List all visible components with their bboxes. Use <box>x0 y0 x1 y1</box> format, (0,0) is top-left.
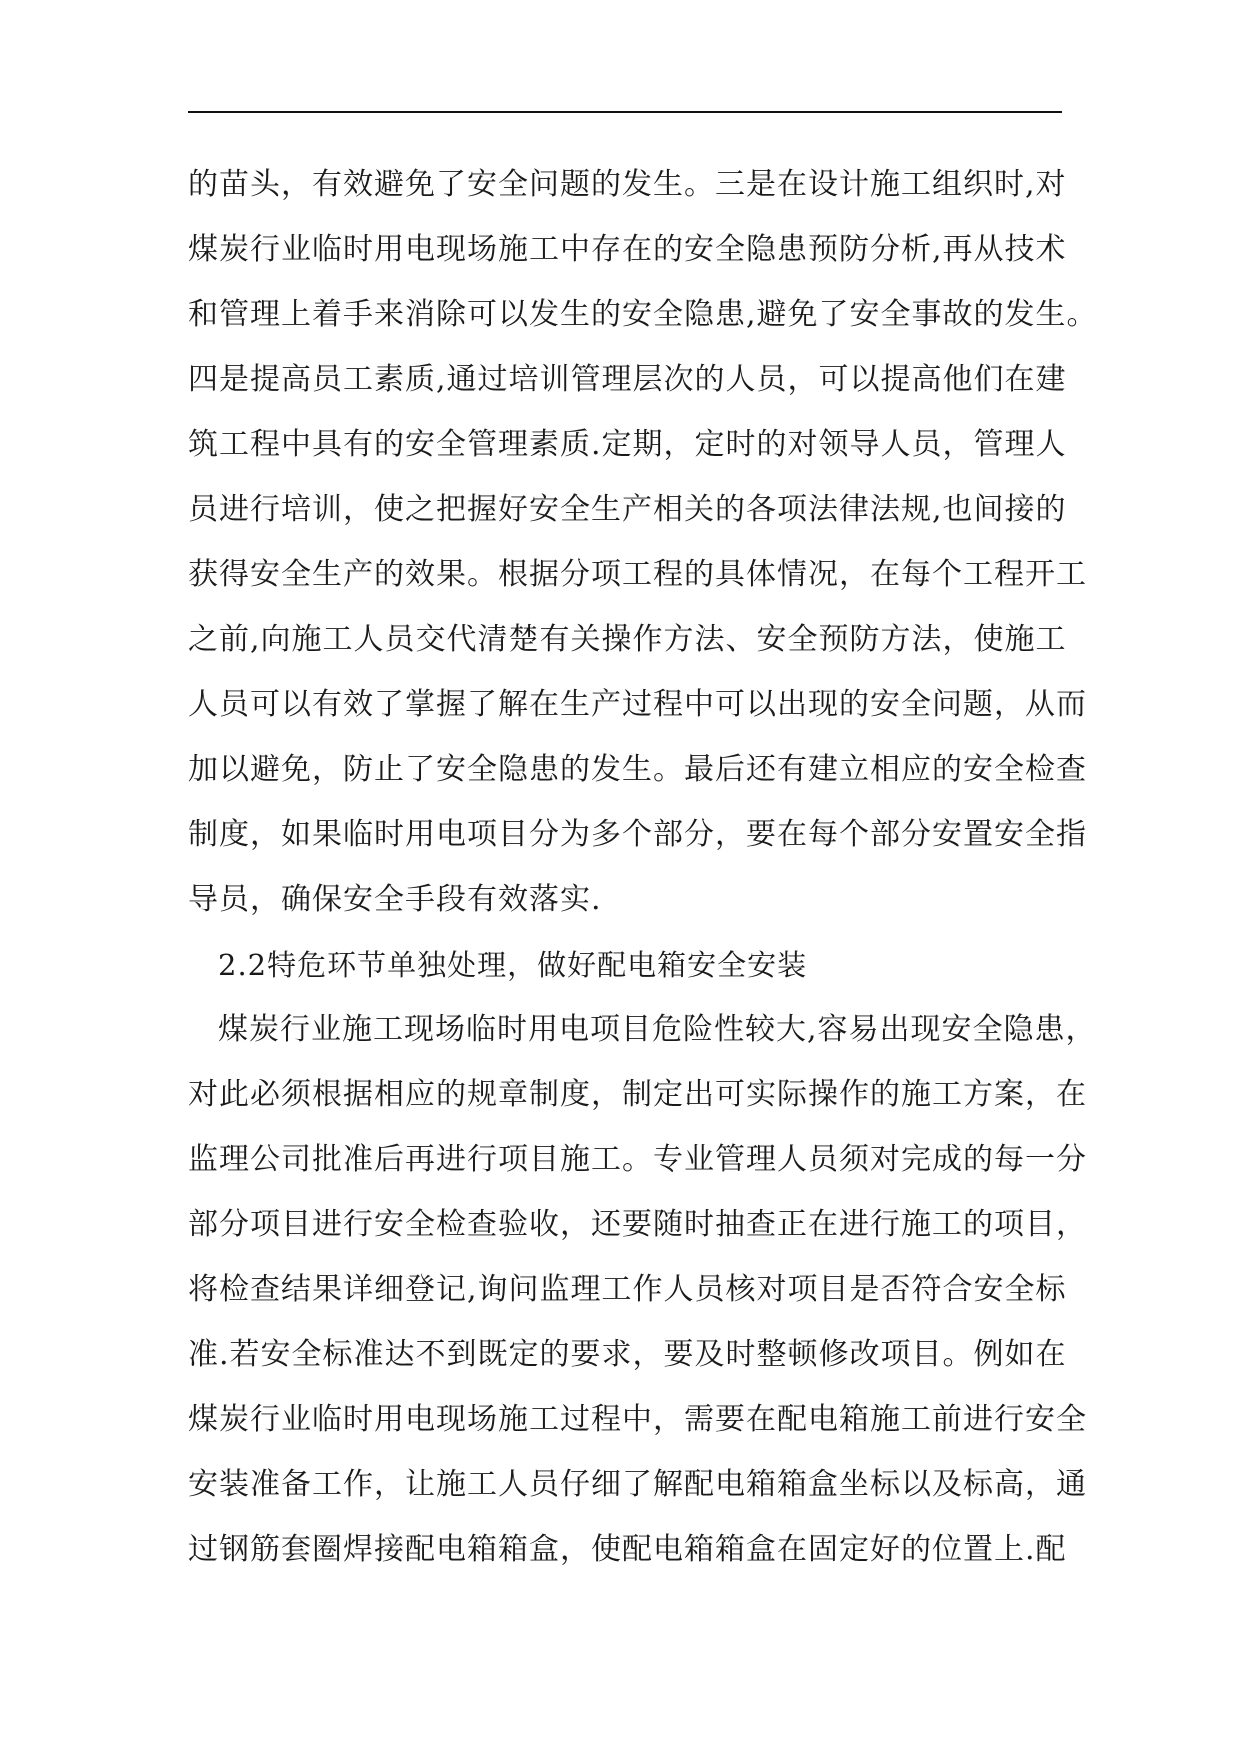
text-line-17: 部分项目进行安全检查验收，还要随时抽查正在进行施工的项目， <box>188 1207 1087 1242</box>
text-line-20: 煤炭行业临时用电现场施工过程中，需要在配电箱施工前进行安全 <box>188 1402 1087 1437</box>
text-line-18: 将检查结果详细登记,询问监理工作人员核对项目是否符合安全标 <box>188 1272 1067 1307</box>
text-line-3: 和管理上着手来消除可以发生的安全隐患,避免了安全事故的发生。 <box>188 297 1098 332</box>
text-line-10: 加以避免，防止了安全隐患的发生。最后还有建立相应的安全检查 <box>188 752 1087 787</box>
text-line-12: 导员，确保安全手段有效落实. <box>188 882 602 917</box>
text-line-19: 准.若安全标准达不到既定的要求，要及时整顿修改项目。例如在 <box>188 1337 1067 1372</box>
text-line-11: 制度，如果临时用电项目分为多个部分，要在每个部分安置安全指 <box>188 817 1087 852</box>
text-line-14: 煤炭行业施工现场临时用电项目危险性较大,容易出现安全隐患， <box>218 1012 1097 1047</box>
text-line-2: 煤炭行业临时用电现场施工中存在的安全隐患预防分析,再从技术 <box>188 232 1067 267</box>
text-line-1: 的苗头，有效避免了安全问题的发生。三是在设计施工组织时,对 <box>188 167 1067 202</box>
text-line-8: 之前,向施工人员交代清楚有关操作方法、安全预防方法，使施工 <box>188 622 1067 657</box>
text-line-5: 筑工程中具有的安全管理素质.定期，定时的对领导人员，管理人 <box>188 427 1067 462</box>
header-rule <box>188 111 1062 113</box>
text-line-15: 对此必须根据相应的规章制度，制定出可实际操作的施工方案，在 <box>188 1077 1087 1112</box>
text-line-7: 获得安全生产的效果。根据分项工程的具体情况，在每个工程开工 <box>188 557 1087 592</box>
text-line-6: 员进行培训，使之把握好安全生产相关的各项法律法规,也间接的 <box>188 492 1067 527</box>
body-text <box>188 158 1098 1588</box>
section-heading: 2.2特危环节单独处理，做好配电箱安全安装 <box>218 948 808 982</box>
text-line-22: 过钢筋套圈焊接配电箱箱盒，使配电箱箱盒在固定好的位置上.配 <box>188 1532 1067 1567</box>
text-line-9: 人员可以有效了掌握了解在生产过程中可以出现的安全问题，从而 <box>188 687 1087 722</box>
text-line-21: 安装准备工作，让施工人员仔细了解配电箱箱盒坐标以及标高，通 <box>188 1467 1087 1502</box>
text-line-4: 四是提高员工素质,通过培训管理层次的人员，可以提高他们在建 <box>188 362 1067 397</box>
text-line-16: 监理公司批准后再进行项目施工。专业管理人员须对完成的每一分 <box>188 1142 1087 1177</box>
